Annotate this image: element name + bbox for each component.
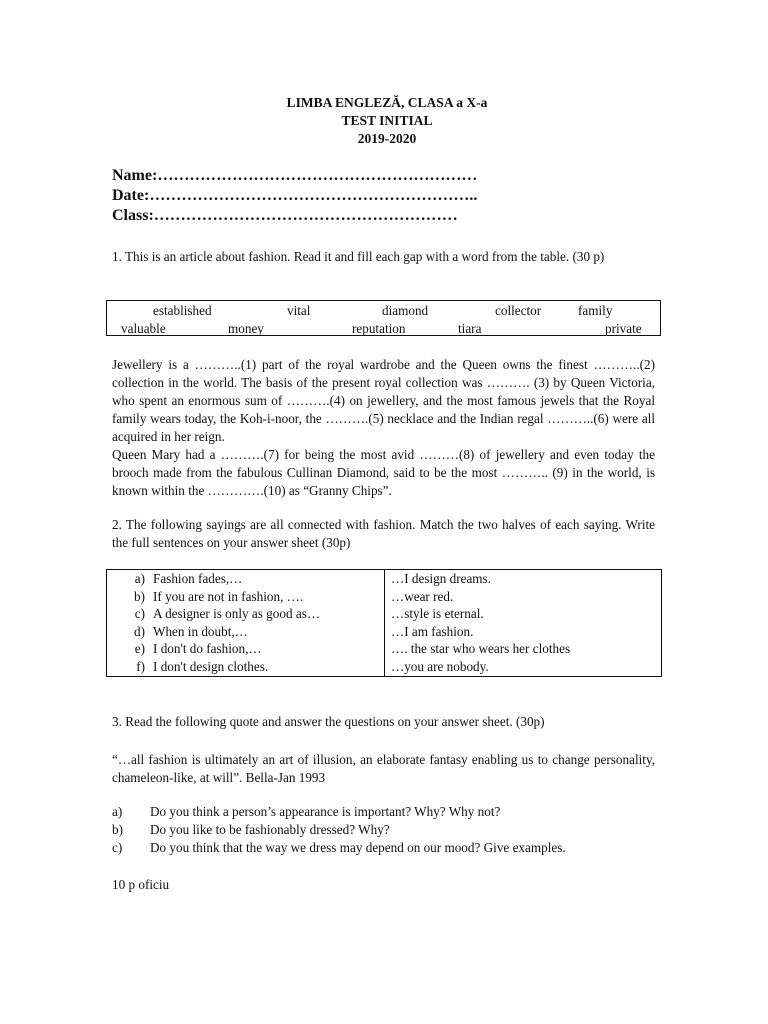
item-letter: c) bbox=[112, 840, 123, 855]
question-text: Do you think that the way we dress may depend on our mood? Give examples. bbox=[150, 840, 566, 855]
header-test-title: TEST INITIAL bbox=[341, 113, 433, 128]
word-cell: family bbox=[578, 303, 613, 318]
matching-table bbox=[106, 569, 662, 677]
saying-row bbox=[107, 605, 384, 623]
question-item bbox=[112, 821, 566, 839]
saying-start: Fashion fades,… bbox=[153, 571, 243, 586]
date-field: Date:…………………………………………………….. bbox=[112, 187, 478, 204]
sayings-first-halves bbox=[107, 570, 385, 677]
saying-row bbox=[107, 658, 384, 676]
article-paragraph-2: Queen Mary had a ……….(7) for being the most avid ………(8) of jewellery and even today the brooch made from the fabulous Cullinan Diamond, said to be the most ……….. (9) in the world, is known within the ………….(10) as “Granny Chips”. bbox=[112, 447, 655, 498]
word-cell: established bbox=[153, 303, 212, 318]
saying-row bbox=[107, 570, 384, 588]
saying-end: …I design dreams. bbox=[391, 571, 491, 586]
exercise2-instruction: 2. The following sayings are all connected with fashion. Match the two halves of each saying. Write the full sentences on your answer sheet (30p) bbox=[112, 517, 655, 550]
saying-end: …I am fashion. bbox=[391, 623, 474, 639]
header-school-year: 2019-2020 bbox=[357, 131, 417, 146]
question-item bbox=[112, 803, 566, 821]
saying-row bbox=[107, 640, 384, 658]
saying-row bbox=[107, 623, 384, 641]
word-cell: tiara bbox=[458, 321, 482, 336]
item-letter: b) bbox=[112, 822, 123, 837]
word-table bbox=[106, 300, 661, 336]
saying-end: …style is eternal. bbox=[391, 606, 484, 622]
class-field: Class:………………………………………………… bbox=[112, 207, 458, 224]
exercise1-instruction: 1. This is an article about fashion. Read it and fill each gap with a word from the table. (30 p) bbox=[112, 249, 605, 264]
saying-end: …. the star who wears her clothes bbox=[391, 641, 571, 657]
item-letter: d) bbox=[134, 623, 145, 639]
saying-end: …you are nobody. bbox=[391, 658, 489, 674]
saying-start: If you are not in fashion, …. bbox=[153, 588, 304, 604]
sayings-second-halves bbox=[385, 570, 662, 677]
exercise3-instruction: 3. Read the following quote and answer the questions on your answer sheet. (30p) bbox=[112, 714, 545, 729]
saying-end: …wear red. bbox=[391, 588, 454, 604]
question-text: Do you think a person’s appearance is important? Why? Why not? bbox=[150, 804, 501, 819]
question-text: Do you like to be fashionably dressed? Why? bbox=[150, 822, 390, 837]
question-list bbox=[112, 803, 566, 857]
student-fields bbox=[112, 166, 477, 226]
saying-start: I don't do fashion,… bbox=[153, 641, 262, 657]
saying-row bbox=[107, 588, 384, 606]
word-cell: vital bbox=[287, 303, 311, 318]
word-cell: reputation bbox=[352, 321, 406, 336]
name-field: Name:…………………………………………………… bbox=[112, 167, 478, 184]
item-letter: f) bbox=[136, 658, 145, 674]
saying-start: When in doubt,… bbox=[153, 623, 248, 639]
header-subject: LIMBA ENGLEZĂ, CLASA a X-a bbox=[286, 95, 488, 110]
item-letter: b) bbox=[134, 588, 145, 604]
word-cell: money bbox=[228, 321, 264, 336]
item-letter: a) bbox=[134, 571, 145, 586]
item-letter: c) bbox=[134, 606, 145, 622]
saying-start: I don't design clothes. bbox=[153, 658, 269, 674]
article-paragraph-1: Jewellery is a ………..(1) part of the royal wardrobe and the Queen owns the finest ………..(2) collection in the world. The basis of the present royal collection was ………. (3) by Queen Victoria, who spent an enormous sum of ……….(4) on jewellery, and the most famous jewels that the Royal family wears today, the Koh-i-noor, the ……….(5) necklace and the Indian regal ………..(6) were all acquired in her reign. bbox=[112, 357, 655, 444]
question-item bbox=[112, 839, 566, 857]
saying-start: A designer is only as good as… bbox=[153, 606, 321, 622]
word-cell: collector bbox=[495, 303, 542, 318]
footer-points: 10 p oficiu bbox=[112, 877, 170, 892]
quote-text: “…all fashion is ultimately an art of illusion, an elaborate fantasy enabling us to change personality, chameleon-like, at will”. Bella-Jan 1993 bbox=[112, 752, 655, 785]
item-letter: e) bbox=[134, 641, 145, 657]
item-letter: a) bbox=[112, 804, 123, 819]
word-cell: valuable bbox=[121, 321, 166, 336]
word-cell: diamond bbox=[382, 303, 429, 318]
word-cell: private bbox=[605, 321, 642, 336]
